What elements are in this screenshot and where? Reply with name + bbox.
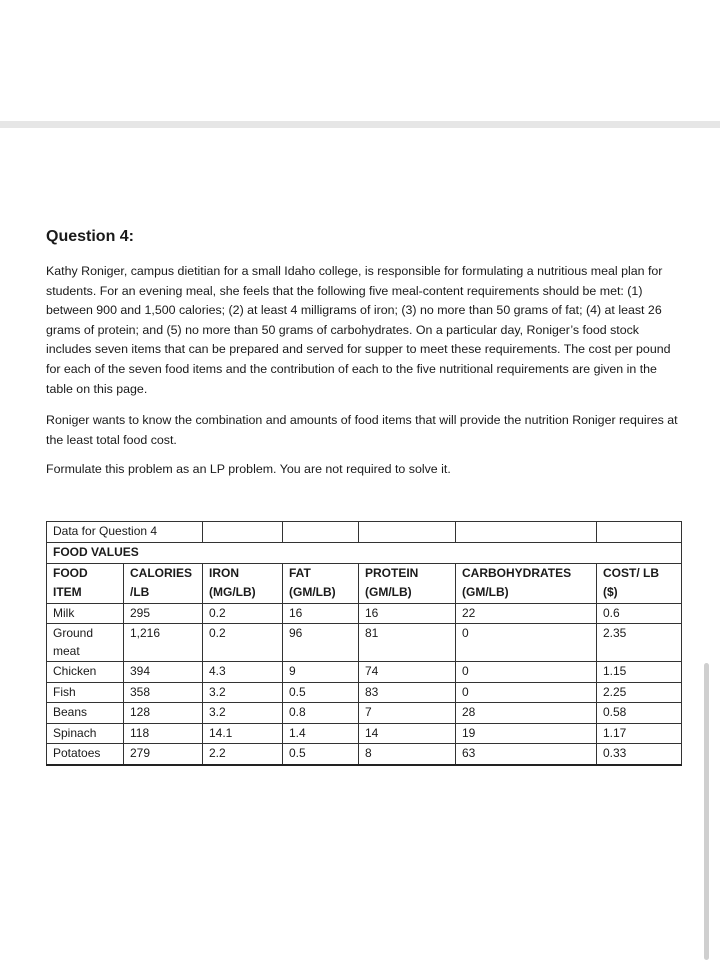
food-values-table xyxy=(46,521,682,766)
cell-item: Chicken xyxy=(47,662,124,683)
cell-cost: 0.58 xyxy=(597,703,682,724)
table-row xyxy=(47,744,682,765)
cell-protein: 7 xyxy=(359,703,456,724)
cell-item: Milk xyxy=(47,603,124,624)
cell-fat: 0.5 xyxy=(283,744,359,765)
cell-iron: 0.2 xyxy=(203,603,283,624)
header-fat-unit: (GM/LB) xyxy=(283,583,359,603)
cell-protein: 8 xyxy=(359,744,456,765)
table-header-row xyxy=(47,563,682,583)
cell-cost: 2.25 xyxy=(597,682,682,703)
table-caption-empty-cell xyxy=(597,522,682,543)
cell-iron: 4.3 xyxy=(203,662,283,683)
cell-item: Ground meat xyxy=(47,624,124,662)
table-row xyxy=(47,703,682,724)
table-caption-empty-cell xyxy=(283,522,359,543)
cell-item: Spinach xyxy=(47,723,124,744)
cell-cost: 0.6 xyxy=(597,603,682,624)
cell-item: Fish xyxy=(47,682,124,703)
cell-cost: 1.15 xyxy=(597,662,682,683)
header-carbohydrates: CARBOHYDRATES xyxy=(456,563,597,583)
table-caption: Data for Question 4 xyxy=(47,522,203,543)
cell-cost: 0.33 xyxy=(597,744,682,765)
cell-carbs: 28 xyxy=(456,703,597,724)
cell-protein: 14 xyxy=(359,723,456,744)
cell-protein: 83 xyxy=(359,682,456,703)
cell-protein: 81 xyxy=(359,624,456,662)
table-caption-empty-cell xyxy=(456,522,597,543)
question-title: Question 4: xyxy=(46,228,135,245)
cell-fat: 1.4 xyxy=(283,723,359,744)
cell-protein: 74 xyxy=(359,662,456,683)
cell-calories: 1,216 xyxy=(124,624,203,662)
header-fat: FAT xyxy=(283,563,359,583)
cell-iron: 3.2 xyxy=(203,682,283,703)
cell-fat: 0.8 xyxy=(283,703,359,724)
cell-cost: 1.17 xyxy=(597,723,682,744)
top-divider xyxy=(0,121,720,128)
header-food: FOOD xyxy=(47,563,124,583)
cell-fat: 16 xyxy=(283,603,359,624)
header-protein-unit: (GM/LB) xyxy=(359,583,456,603)
cell-carbs: 0 xyxy=(456,662,597,683)
cell-calories: 295 xyxy=(124,603,203,624)
header-protein: PROTEIN xyxy=(359,563,456,583)
table-row xyxy=(47,603,682,624)
question-paragraph-3: Formulate this problem as an LP problem. You are not required to solve it. xyxy=(46,462,451,476)
cell-iron: 3.2 xyxy=(203,703,283,724)
header-calories-unit: /LB xyxy=(124,583,203,603)
cell-carbs: 22 xyxy=(456,603,597,624)
cell-iron: 2.2 xyxy=(203,744,283,765)
table-section-label: FOOD VALUES xyxy=(47,543,682,564)
table-row xyxy=(47,624,682,662)
cell-calories: 358 xyxy=(124,682,203,703)
table-row xyxy=(47,662,682,683)
header-cost-unit: ($) xyxy=(597,583,682,603)
cell-fat: 96 xyxy=(283,624,359,662)
cell-fat: 9 xyxy=(283,662,359,683)
cell-item: Beans xyxy=(47,703,124,724)
header-food-sub: ITEM xyxy=(47,583,124,603)
table-caption-empty-cell xyxy=(359,522,456,543)
cell-item: Potatoes xyxy=(47,744,124,765)
cell-calories: 394 xyxy=(124,662,203,683)
cell-fat: 0.5 xyxy=(283,682,359,703)
cell-cost: 2.35 xyxy=(597,624,682,662)
cell-calories: 118 xyxy=(124,723,203,744)
cell-carbs: 0 xyxy=(456,682,597,703)
cell-calories: 279 xyxy=(124,744,203,765)
vertical-scrollbar[interactable] xyxy=(704,663,709,960)
question-paragraph-1: Kathy Roniger, campus dietitian for a small Idaho college, is responsible for formulating a nutritious meal plan for students. For an evening meal, she feels that the following five meal-content requirements should be met: (1) between 900 and 1,500 calories; (2) at least 4 milligrams of iron; (3) no more than 50 grams of fat; (4) at least 26 grams of protein; and (5) no more than 50 grams of carbohydrates. On a particular day, Roniger’s food stock includes seven items that can be prepared and served for supper to meet these requirements. The cost per pound for each of the seven food items and the contribution of each to the five nutritional requirements are given in the table on this page. xyxy=(46,264,671,396)
cell-iron: 14.1 xyxy=(203,723,283,744)
header-iron: IRON xyxy=(203,563,283,583)
table-section-row xyxy=(47,543,682,564)
header-iron-unit: (MG/LB) xyxy=(203,583,283,603)
table-row xyxy=(47,723,682,744)
question-paragraph-2: Roniger wants to know the combination and amounts of food items that will provide the nutrition Roniger requires at the least total food cost. xyxy=(46,413,678,447)
header-cost: COST/ LB xyxy=(597,563,682,583)
header-calories: CALORIES xyxy=(124,563,203,583)
table-header-row-units xyxy=(47,583,682,603)
table-row xyxy=(47,682,682,703)
cell-carbs: 0 xyxy=(456,624,597,662)
cell-protein: 16 xyxy=(359,603,456,624)
cell-carbs: 19 xyxy=(456,723,597,744)
cell-carbs: 63 xyxy=(456,744,597,765)
cell-calories: 128 xyxy=(124,703,203,724)
header-carbohydrates-unit: (GM/LB) xyxy=(456,583,597,603)
cell-iron: 0.2 xyxy=(203,624,283,662)
table-caption-row xyxy=(47,522,682,543)
table-caption-empty-cell xyxy=(203,522,283,543)
